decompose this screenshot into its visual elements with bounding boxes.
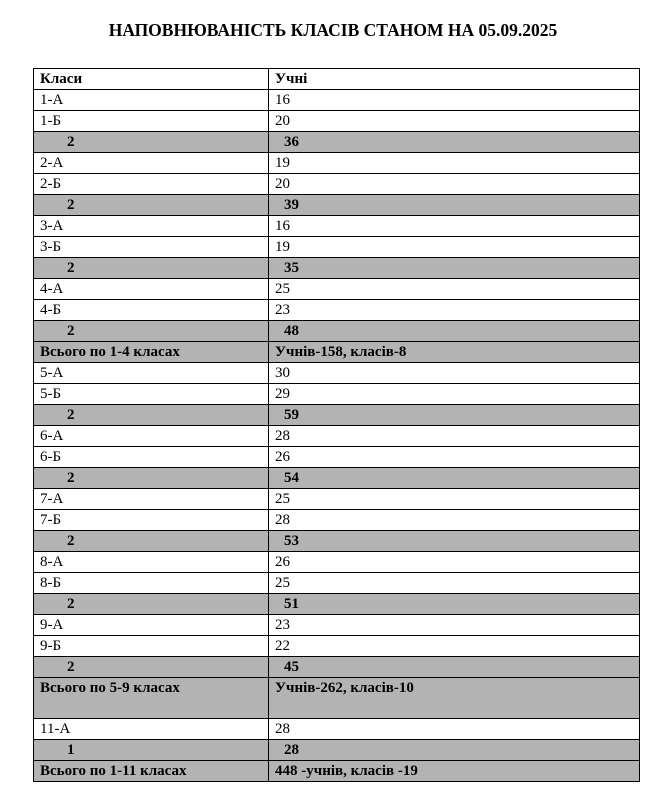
students-cell: Учнів-158, класів-8: [269, 342, 640, 363]
class-cell: 9-Б: [34, 636, 269, 657]
students-cell: 20: [269, 174, 640, 195]
students-cell: 19: [269, 153, 640, 174]
class-cell: 8-Б: [34, 573, 269, 594]
students-cell: 54: [269, 468, 640, 489]
class-enrollment-table: [33, 68, 640, 782]
class-cell: 6-А: [34, 426, 269, 447]
class-cell: 2: [34, 405, 269, 426]
students-cell: 36: [269, 132, 640, 153]
class-cell: Всього по 5-9 класах: [34, 678, 269, 719]
table-row: [34, 447, 640, 468]
class-cell: 5-Б: [34, 384, 269, 405]
class-cell: 6-Б: [34, 447, 269, 468]
table-row: [34, 384, 640, 405]
class-cell: 1: [34, 740, 269, 761]
table-row: [34, 111, 640, 132]
class-cell: 5-А: [34, 363, 269, 384]
page-title: НАПОВНЮВАНІСТЬ КЛАСІВ СТАНОМ НА 05.09.2025: [108, 20, 558, 40]
table-row: [34, 489, 640, 510]
table-row: [34, 300, 640, 321]
subtotal-row: [34, 132, 640, 153]
class-cell: 9-А: [34, 615, 269, 636]
total-row: [34, 342, 640, 363]
students-cell: 53: [269, 531, 640, 552]
students-cell: 28: [269, 510, 640, 531]
header-students: Учні: [269, 69, 640, 90]
table-row: [34, 216, 640, 237]
subtotal-row: [34, 657, 640, 678]
students-cell: 448 -учнів, класів -19: [269, 761, 640, 782]
students-cell: 28: [269, 426, 640, 447]
table-row: [34, 552, 640, 573]
class-cell: 2: [34, 594, 269, 615]
class-cell: 2-Б: [34, 174, 269, 195]
students-cell: 28: [269, 740, 640, 761]
table-row: [34, 174, 640, 195]
students-cell: 35: [269, 258, 640, 279]
students-cell: 25: [269, 489, 640, 510]
students-cell: 22: [269, 636, 640, 657]
students-cell: 23: [269, 615, 640, 636]
class-cell: 2-А: [34, 153, 269, 174]
class-cell: 4-Б: [34, 300, 269, 321]
subtotal-row: [34, 258, 640, 279]
class-cell: 2: [34, 132, 269, 153]
class-cell: 2: [34, 195, 269, 216]
students-cell: 29: [269, 384, 640, 405]
students-cell: 28: [269, 719, 640, 740]
subtotal-row: [34, 405, 640, 426]
class-cell: Всього по 1-11 класах: [34, 761, 269, 782]
class-cell: 7-А: [34, 489, 269, 510]
students-cell: 25: [269, 279, 640, 300]
class-cell: 2: [34, 468, 269, 489]
class-cell: 2: [34, 321, 269, 342]
subtotal-row: [34, 594, 640, 615]
class-cell: 11-А: [34, 719, 269, 740]
class-cell: 1-Б: [34, 111, 269, 132]
class-cell: 4-А: [34, 279, 269, 300]
class-cell: 2: [34, 258, 269, 279]
class-cell: 8-А: [34, 552, 269, 573]
students-cell: 51: [269, 594, 640, 615]
class-cell: 7-Б: [34, 510, 269, 531]
total-row: [34, 678, 640, 719]
class-cell: 3-Б: [34, 237, 269, 258]
students-cell: 26: [269, 447, 640, 468]
students-cell: 25: [269, 573, 640, 594]
table-row: [34, 615, 640, 636]
subtotal-row: [34, 468, 640, 489]
subtotal-row: [34, 321, 640, 342]
table-row: [34, 510, 640, 531]
students-cell: 45: [269, 657, 640, 678]
subtotal-row: [34, 195, 640, 216]
table-row: [34, 636, 640, 657]
class-cell: 2: [34, 657, 269, 678]
class-cell: 3-А: [34, 216, 269, 237]
students-cell: 20: [269, 111, 640, 132]
class-cell: 1-А: [34, 90, 269, 111]
students-cell: 19: [269, 237, 640, 258]
table-row: [34, 719, 640, 740]
students-cell: 16: [269, 216, 640, 237]
table-row: [34, 237, 640, 258]
students-cell: 30: [269, 363, 640, 384]
students-cell: 39: [269, 195, 640, 216]
header-classes: Класи: [34, 69, 269, 90]
table-row: [34, 573, 640, 594]
subtotal-row: [34, 531, 640, 552]
table-row: [34, 363, 640, 384]
class-cell: Всього по 1-4 класах: [34, 342, 269, 363]
table-header-row: [34, 69, 640, 90]
students-cell: 26: [269, 552, 640, 573]
students-cell: Учнів-262, класів-10: [269, 678, 640, 719]
class-cell: 2: [34, 531, 269, 552]
table-row: [34, 90, 640, 111]
total-row: [34, 761, 640, 782]
students-cell: 16: [269, 90, 640, 111]
students-cell: 23: [269, 300, 640, 321]
table-row: [34, 426, 640, 447]
students-cell: 59: [269, 405, 640, 426]
students-cell: 48: [269, 321, 640, 342]
table-row: [34, 153, 640, 174]
subtotal-row: [34, 740, 640, 761]
table-row: [34, 279, 640, 300]
